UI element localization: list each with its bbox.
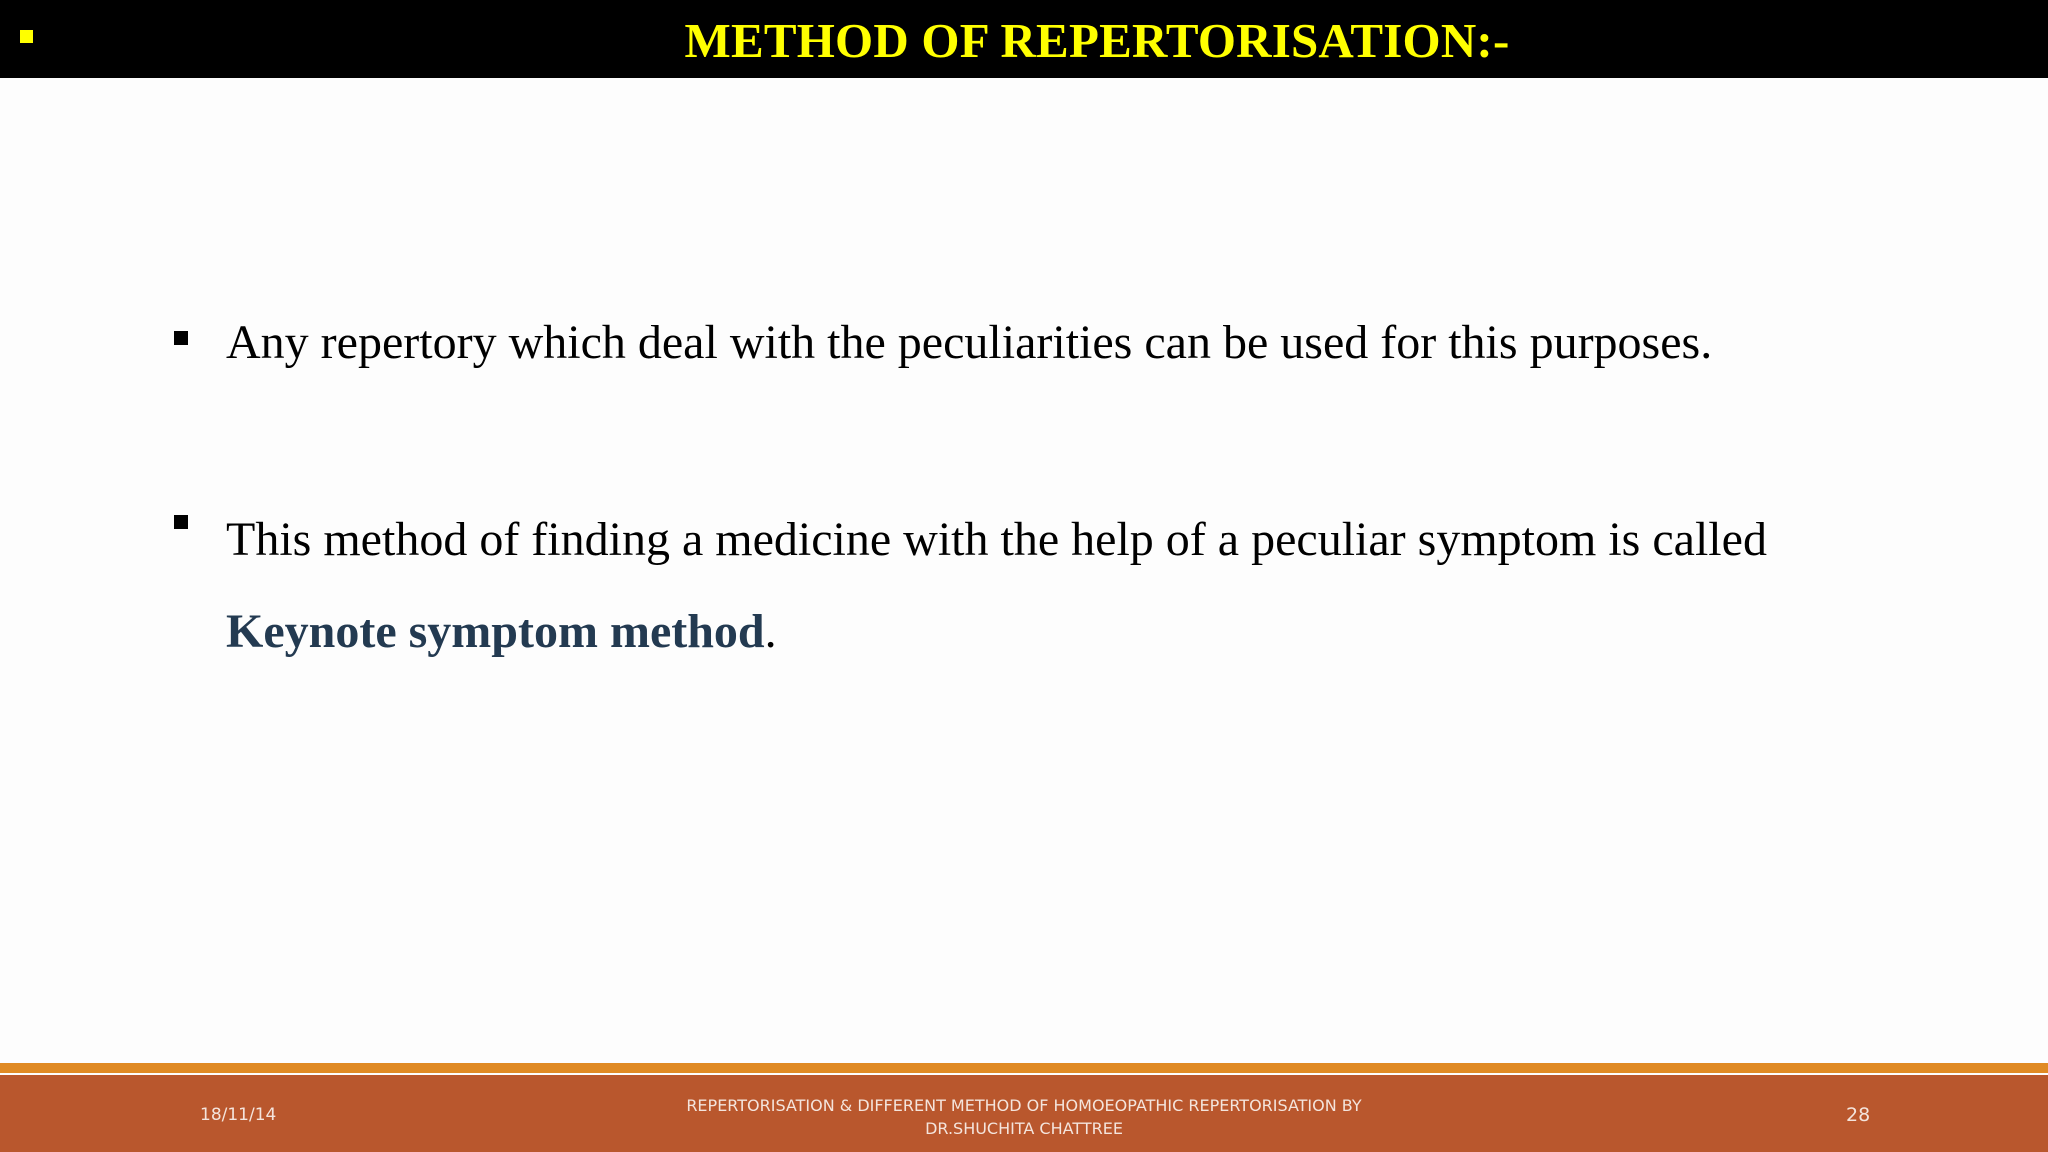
keynote-highlight: Keynote symptom method: [226, 605, 765, 658]
bullet-2-end: .: [764, 605, 777, 658]
bullet-2-text: This method of finding a medicine with the help of a peculiar symptom is called: [226, 513, 1767, 566]
footer-caption-line-2: DR.SHUCHITA CHATTREE: [925, 1119, 1123, 1138]
bullet-item-2: [226, 494, 1786, 678]
page-number: 28: [1846, 1104, 1871, 1126]
square-bullet-icon: [174, 515, 188, 529]
slide-footer: [0, 1075, 2048, 1152]
footer-caption: [624, 1094, 1424, 1140]
square-bullet-icon: [174, 331, 188, 345]
footer-caption-line-1: REPERTORISATION & DIFFERENT METHOD OF HOMOEOPATHIC REPERTORISATION BY: [686, 1096, 1362, 1115]
bullet-item-1: Any repertory which deal with the peculiarities can be used for this purposes.: [226, 316, 1713, 369]
footer-date: 18/11/14: [200, 1105, 277, 1125]
footer-accent-line: [0, 1063, 2048, 1073]
slide-title: METHOD OF REPERTORISATION:-: [684, 13, 1510, 68]
